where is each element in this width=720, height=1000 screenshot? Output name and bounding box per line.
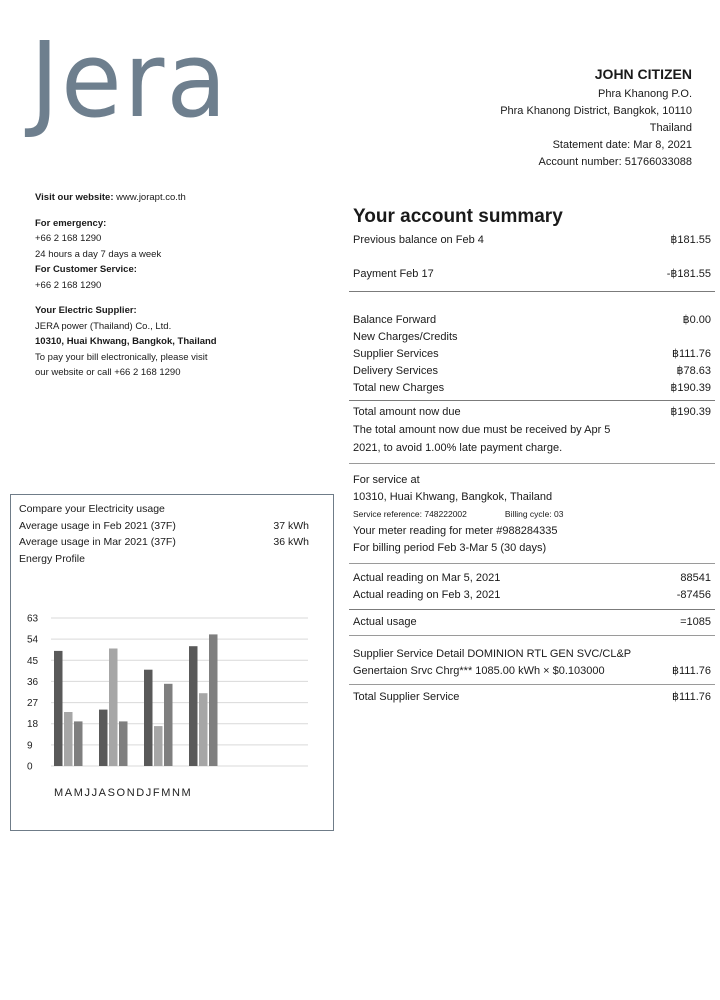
delivery-services-amount: ฿78.63 bbox=[676, 365, 711, 377]
bar bbox=[199, 693, 208, 766]
bar bbox=[119, 721, 128, 766]
supplier-label: Your Electric Supplier: bbox=[35, 305, 137, 316]
total-supplier-label: Total Supplier Service bbox=[353, 691, 460, 703]
total-new-charges-amount: ฿190.39 bbox=[670, 382, 711, 394]
actual-usage-row bbox=[353, 614, 711, 631]
actual-reading-value-2: -87456 bbox=[676, 589, 711, 601]
bar bbox=[154, 726, 163, 766]
customer-block bbox=[500, 66, 692, 171]
balance-forward-row bbox=[353, 312, 711, 329]
supplier-name: JERA power (Thailand) Co., Ltd. bbox=[35, 320, 172, 332]
service-phone: +66 2 168 1290 bbox=[35, 279, 102, 291]
amount-due-row bbox=[353, 404, 711, 421]
contact-info bbox=[35, 190, 275, 381]
feb-usage-label: Average usage in Feb 2021 (37F) bbox=[19, 519, 176, 532]
new-charges-label: New Charges/Credits bbox=[353, 331, 458, 343]
actual-reading-row-1 bbox=[353, 570, 711, 587]
y-tick-label: 54 bbox=[27, 634, 39, 646]
y-tick-label: 18 bbox=[27, 719, 39, 731]
actual-usage-value: =1085 bbox=[680, 616, 711, 628]
account-summary bbox=[353, 206, 711, 706]
y-tick-label: 63 bbox=[27, 613, 39, 625]
due-note-2: 2021, to avoid 1.00% late payment charge. bbox=[353, 442, 563, 454]
actual-usage-label: Actual usage bbox=[353, 616, 417, 628]
mar-usage-value: 36 kWh bbox=[273, 536, 309, 548]
payment-amount: -฿181.55 bbox=[666, 268, 711, 280]
supplier-detail-amount: ฿111.76 bbox=[671, 665, 711, 677]
bar bbox=[64, 712, 73, 766]
bar bbox=[164, 684, 173, 766]
y-tick-label: 0 bbox=[27, 761, 33, 773]
energy-profile-label: Energy Profile bbox=[19, 552, 85, 565]
total-supplier-amount: ฿111.76 bbox=[671, 691, 711, 703]
balance-forward-amount: ฿0.00 bbox=[682, 314, 711, 326]
website-label: Visit our website: bbox=[35, 192, 114, 203]
pay-info-2: our website or call +66 2 168 1290 bbox=[35, 367, 181, 378]
bar bbox=[54, 651, 63, 766]
payment-row bbox=[353, 266, 711, 283]
customer-name: JOHN CITIZEN bbox=[594, 66, 692, 82]
billing-period-line: For billing period Feb 3-Mar 5 (30 days) bbox=[353, 542, 547, 554]
total-supplier-row bbox=[353, 689, 711, 706]
amount-due-amount: ฿190.39 bbox=[670, 406, 711, 418]
total-new-charges-row bbox=[353, 380, 711, 397]
jera-logo: Jera bbox=[30, 19, 229, 141]
feb-usage-row bbox=[19, 518, 309, 535]
emergency-hours: 24 hours a day 7 days a week bbox=[35, 248, 162, 260]
total-new-charges-label: Total new Charges bbox=[353, 382, 445, 394]
due-note-1: The total amount now due must be received by Apr 5 bbox=[353, 424, 611, 436]
bar bbox=[189, 646, 198, 766]
bar bbox=[99, 710, 108, 766]
y-tick-label: 36 bbox=[27, 676, 39, 688]
statement-date: Statement date: Mar 8, 2021 bbox=[552, 139, 692, 151]
actual-reading-label-2: Actual reading on Feb 3, 2021 bbox=[353, 589, 501, 601]
service-address: 10310, Huai Khwang, Bangkok, Thailand bbox=[353, 491, 553, 503]
service-label: For Customer Service: bbox=[35, 264, 137, 275]
y-tick-label: 45 bbox=[27, 655, 39, 667]
payment-label: Payment Feb 17 bbox=[353, 268, 434, 280]
usage-compare-title: Compare your Electricity usage bbox=[19, 503, 165, 515]
supplier-detail-line-2: Genertaion Srvc Chrg*** 1085.00 kWh × $0.103000 bbox=[353, 665, 605, 677]
actual-reading-value-1: 88541 bbox=[680, 572, 711, 584]
x-axis-labels: MAMJJASONDJFMNM bbox=[54, 787, 193, 799]
new-charges-row bbox=[353, 329, 711, 346]
billing-cycle: Billing cycle: 03 bbox=[504, 509, 564, 519]
previous-balance-row bbox=[353, 232, 711, 249]
bar bbox=[109, 649, 118, 767]
previous-balance-label: Previous balance on Feb 4 bbox=[353, 234, 484, 246]
previous-balance-amount: ฿181.55 bbox=[670, 234, 711, 246]
account-number: Account number: 51766033088 bbox=[538, 156, 692, 168]
website-link[interactable]: www.jorapt.co.th bbox=[116, 192, 186, 203]
customer-address-2: Phra Khanong District, Bangkok, 10110 bbox=[500, 105, 692, 117]
customer-address-3: Thailand bbox=[649, 122, 692, 134]
pay-info-1: To pay your bill electronically, please visit bbox=[35, 351, 208, 363]
y-tick-label: 27 bbox=[27, 698, 39, 710]
service-at-label: For service at bbox=[353, 474, 420, 486]
supplier-address: 10310, Huai Khwang, Bangkok, Thailand bbox=[35, 336, 217, 347]
delivery-services-row bbox=[353, 363, 711, 380]
delivery-services-label: Delivery Services bbox=[353, 365, 438, 377]
supplier-detail-row bbox=[353, 663, 711, 680]
actual-reading-label-1: Actual reading on Mar 5, 2021 bbox=[353, 572, 501, 584]
service-reference: Service reference: 748222002 bbox=[353, 509, 467, 519]
bar bbox=[209, 634, 218, 766]
supplier-services-amount: ฿111.76 bbox=[671, 348, 711, 360]
emergency-label: For emergency: bbox=[35, 217, 107, 229]
customer-address-1: Phra Khanong P.O. bbox=[598, 88, 692, 100]
balance-forward-label: Balance Forward bbox=[353, 314, 437, 326]
summary-title: Your account summary bbox=[353, 206, 563, 227]
supplier-detail-line-1: Supplier Service Detail DOMINION RTL GEN SVC/CL&P bbox=[353, 648, 632, 660]
actual-reading-row-2 bbox=[353, 587, 711, 604]
supplier-services-label: Supplier Services bbox=[353, 348, 439, 360]
usage-chart-panel bbox=[10, 494, 334, 831]
supplier-services-row bbox=[353, 346, 711, 363]
feb-usage-value: 37 kWh bbox=[273, 519, 309, 532]
bar bbox=[74, 721, 83, 766]
service-reference-row bbox=[353, 506, 711, 523]
bar bbox=[144, 670, 153, 766]
meter-line: Your meter reading for meter #988284335 bbox=[353, 525, 558, 537]
emergency-phone: +66 2 168 1290 bbox=[35, 233, 102, 244]
usage-compare-header bbox=[19, 501, 309, 567]
y-tick-label: 9 bbox=[27, 740, 33, 752]
amount-due-label: Total amount now due bbox=[353, 406, 461, 418]
mar-usage-label: Average usage in Mar 2021 (37F) bbox=[19, 536, 176, 548]
mar-usage-row bbox=[19, 534, 309, 551]
